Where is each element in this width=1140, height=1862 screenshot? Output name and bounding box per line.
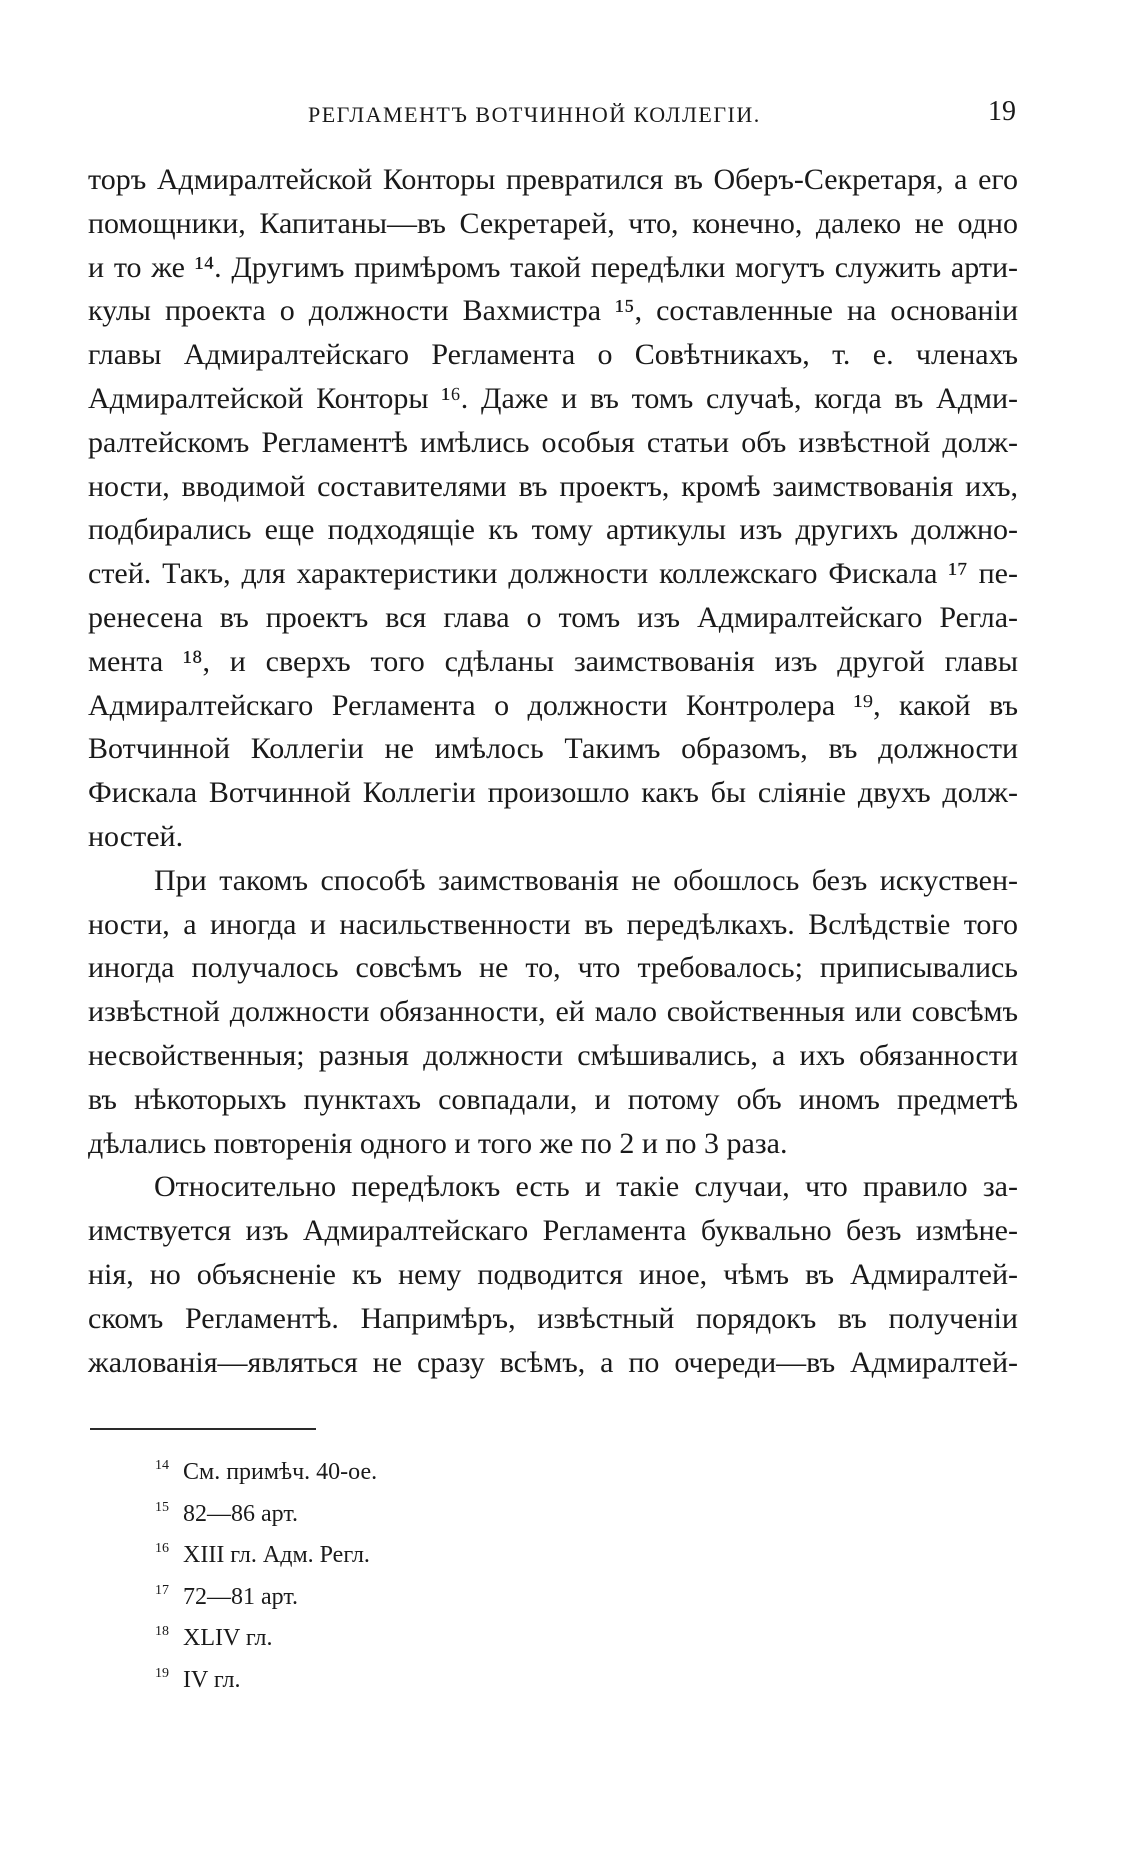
page-header: [90, 96, 1030, 140]
footnote-text: См. примѣч. 40-ое.: [183, 1459, 378, 1485]
text-line: подбирались еще подходящіе къ тому артикулы изъ другихъ должно-: [88, 513, 1018, 547]
footnote: [155, 1624, 377, 1666]
text-line: ности, вводимой составителями въ проектъ, кромѣ заимствованія ихъ,: [88, 469, 1018, 503]
text-line: иногда получалось совсѣмъ не то, что требовалось; приписывались: [88, 951, 1018, 985]
text-line: ности, а иногда и насильственности въ передѣлкахъ. Вслѣдствіе того: [88, 907, 1018, 941]
footnote: [155, 1666, 377, 1708]
text-line: Относительно передѣлокъ есть и такіе случаи, что правило за-: [154, 1170, 1018, 1204]
footnote-number: 15: [155, 1499, 169, 1515]
text-line: имствуется изъ Адмиралтейскаго Регламента буквально безъ измѣне-: [88, 1214, 1018, 1248]
text-line: мента ¹⁸, и сверхъ того сдѣланы заимствованія изъ другой главы: [88, 644, 1018, 678]
footnote: [155, 1500, 377, 1542]
text-line: торъ Адмиралтейской Конторы превратился въ Оберъ-Секретаря, а его: [88, 163, 1018, 196]
text-line: главы Адмиралтейскаго Регламента о Совѣтникахъ, т. е. членахъ: [88, 338, 1018, 372]
text-line: При такомъ способѣ заимствованія не обошлось безъ искуствен-: [154, 863, 1018, 897]
footnote-text: IV гл.: [183, 1666, 241, 1693]
text-line: нія, но объясненіе къ нему подводится иное, чѣмъ въ Адмиралтей-: [88, 1257, 1018, 1291]
text-line: скомъ Регламентѣ. Напримѣръ, извѣстный порядокъ въ полученіи: [88, 1301, 1018, 1335]
text-line: Адмиралтейской Конторы ¹⁶. Даже и въ томъ случаѣ, когда въ Адми-: [88, 381, 1018, 415]
text-line: несвойственныя; разныя должности смѣшивались, а ихъ обязанности: [88, 1038, 1018, 1072]
text-line: Адмиралтейскаго Регламента о должности Контролера ¹⁹, какой въ: [88, 688, 1018, 722]
body-text: [88, 158, 1018, 1384]
footnote-number: 16: [155, 1541, 169, 1556]
footnote-number: 17: [155, 1582, 169, 1598]
footnote-number: 18: [155, 1624, 169, 1639]
footnote-text: 82—86 арт.: [183, 1500, 299, 1527]
text-line: помощники, Капитаны—въ Секретарей, что, конечно, далеко не одно: [88, 206, 1018, 240]
text-line: ралтейскомъ Регламентѣ имѣлись особыя статьи объ извѣстной долж-: [88, 425, 1018, 459]
text-line: Фискала Вотчинной Коллегіи произошло какъ бы сліяніе двухъ долж-: [88, 776, 1018, 810]
footnote-text: XIII гл. Адм. Регл.: [183, 1542, 370, 1568]
paragraph-3: [88, 1165, 1018, 1384]
paragraph-1: [88, 158, 1018, 859]
footnotes: [155, 1458, 377, 1707]
footnote-text: XLIV гл.: [183, 1625, 273, 1651]
footnote-text: 72—81 арт.: [183, 1583, 299, 1610]
page-number: 19: [988, 96, 1016, 127]
text-line: кулы проекта о должности Вахмистра ¹⁵, составленные на основаніи: [88, 294, 1018, 328]
text-line: ренесена въ проектъ вся глава о томъ изъ Адмиралтейскаго Регла-: [88, 600, 1018, 634]
text-line: извѣстной должности обязанности, ей мало свойственныя или совсѣмъ: [88, 995, 1018, 1029]
text-line: стей. Такъ, для характеристики должности коллежскаго Фискала ¹⁷ пе-: [88, 557, 1018, 591]
footnote: [155, 1541, 377, 1583]
text-line: жалованія—являться не сразу всѣмъ, а по очереди—въ Адмиралтей-: [88, 1345, 1018, 1379]
footnote: [155, 1583, 377, 1625]
text-line: дѣлались повторенія одного и того же по 2 и по 3 раза.: [88, 1126, 788, 1160]
footnote-number: 14: [155, 1458, 169, 1473]
running-title: РЕГЛАМЕНТЪ ВОТЧИННОЙ КОЛЛЕГІИ.: [308, 102, 761, 127]
text-line: ностей.: [88, 819, 184, 853]
text-line: и то же ¹⁴. Другимъ примѣромъ такой передѣлки могутъ служить арти-: [88, 250, 1018, 284]
paragraph-2: [88, 859, 1018, 1166]
text-line: Вотчинной Коллегіи не имѣлось Такимъ образомъ, въ должности: [88, 732, 1018, 766]
footnote: [155, 1458, 377, 1500]
text-line: въ нѣкоторыхъ пунктахъ совпадали, и потому объ иномъ предметѣ: [88, 1082, 1018, 1116]
footnote-separator: [90, 1428, 316, 1430]
footnote-number: 19: [155, 1665, 169, 1681]
